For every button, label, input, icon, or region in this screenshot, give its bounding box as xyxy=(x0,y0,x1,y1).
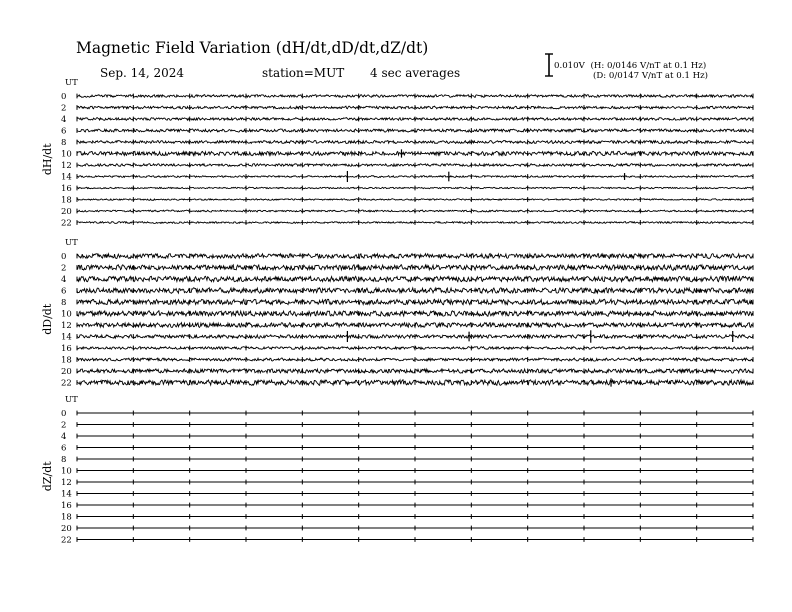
station-label: station=MUT xyxy=(262,66,345,80)
panel-1 xyxy=(41,78,753,229)
hour-label: 10 xyxy=(61,466,72,477)
hour-label: 4 xyxy=(61,275,67,285)
hour-label: 18 xyxy=(61,355,72,366)
date-label: Sep. 14, 2024 xyxy=(100,66,185,80)
hour-label: 0 xyxy=(61,252,67,262)
hour-label: 22 xyxy=(61,378,72,389)
scale-value: 0.010V xyxy=(554,61,585,71)
panel-ylabel: dZ/dt xyxy=(41,461,54,492)
ut-label: UT xyxy=(65,78,78,88)
hour-label: 2 xyxy=(61,420,67,431)
panel-3 xyxy=(41,395,753,546)
hour-label: 0 xyxy=(61,409,67,419)
hour-label: 22 xyxy=(61,535,72,546)
hour-label: 20 xyxy=(61,207,72,217)
hour-label: 16 xyxy=(61,184,72,194)
panel-ylabel: dH/dt xyxy=(41,143,54,176)
hour-label: 4 xyxy=(61,115,67,125)
hour-label: 0 xyxy=(61,92,67,102)
hour-label: 6 xyxy=(61,443,67,454)
hour-label: 8 xyxy=(61,455,67,465)
hour-label: 16 xyxy=(61,344,72,354)
hour-label: 22 xyxy=(61,218,72,229)
hour-label: 6 xyxy=(61,286,67,297)
hour-label: 2 xyxy=(61,103,67,114)
panel-2 xyxy=(41,238,753,389)
scale-bar xyxy=(545,54,553,76)
hour-label: 8 xyxy=(61,138,67,148)
panel-ylabel: dD/dt xyxy=(41,303,54,335)
hour-label: 14 xyxy=(61,172,72,183)
scale-d-sensitivity: (D: 0/0147 V/nT at 0.1 Hz) xyxy=(593,71,709,81)
hour-label: 12 xyxy=(61,478,72,488)
hour-label: 18 xyxy=(61,195,72,206)
hour-label: 16 xyxy=(61,501,72,511)
hour-label: 20 xyxy=(61,367,72,377)
scale-value-label xyxy=(554,60,706,71)
hour-label: 12 xyxy=(61,161,72,171)
hour-label: 18 xyxy=(61,512,72,523)
ut-label: UT xyxy=(65,238,78,248)
ut-label: UT xyxy=(65,395,78,405)
panels xyxy=(41,78,753,546)
hour-label: 12 xyxy=(61,321,72,331)
hour-label: 6 xyxy=(61,126,67,137)
averaging-label: 4 sec averages xyxy=(370,66,461,80)
hour-label: 8 xyxy=(61,298,67,308)
hour-label: 14 xyxy=(61,332,72,343)
scale-h-sensitivity: (H: 0/0146 V/nT at 0.1 Hz) xyxy=(590,61,707,71)
hour-label: 10 xyxy=(61,309,72,320)
hour-label: 14 xyxy=(61,489,72,500)
hour-label: 20 xyxy=(61,524,72,534)
hour-label: 2 xyxy=(61,263,67,274)
hour-label: 4 xyxy=(61,432,67,442)
chart-title: Magnetic Field Variation (dH/dt,dD/dt,dZ/dt) xyxy=(76,39,429,57)
hour-label: 10 xyxy=(61,149,72,160)
